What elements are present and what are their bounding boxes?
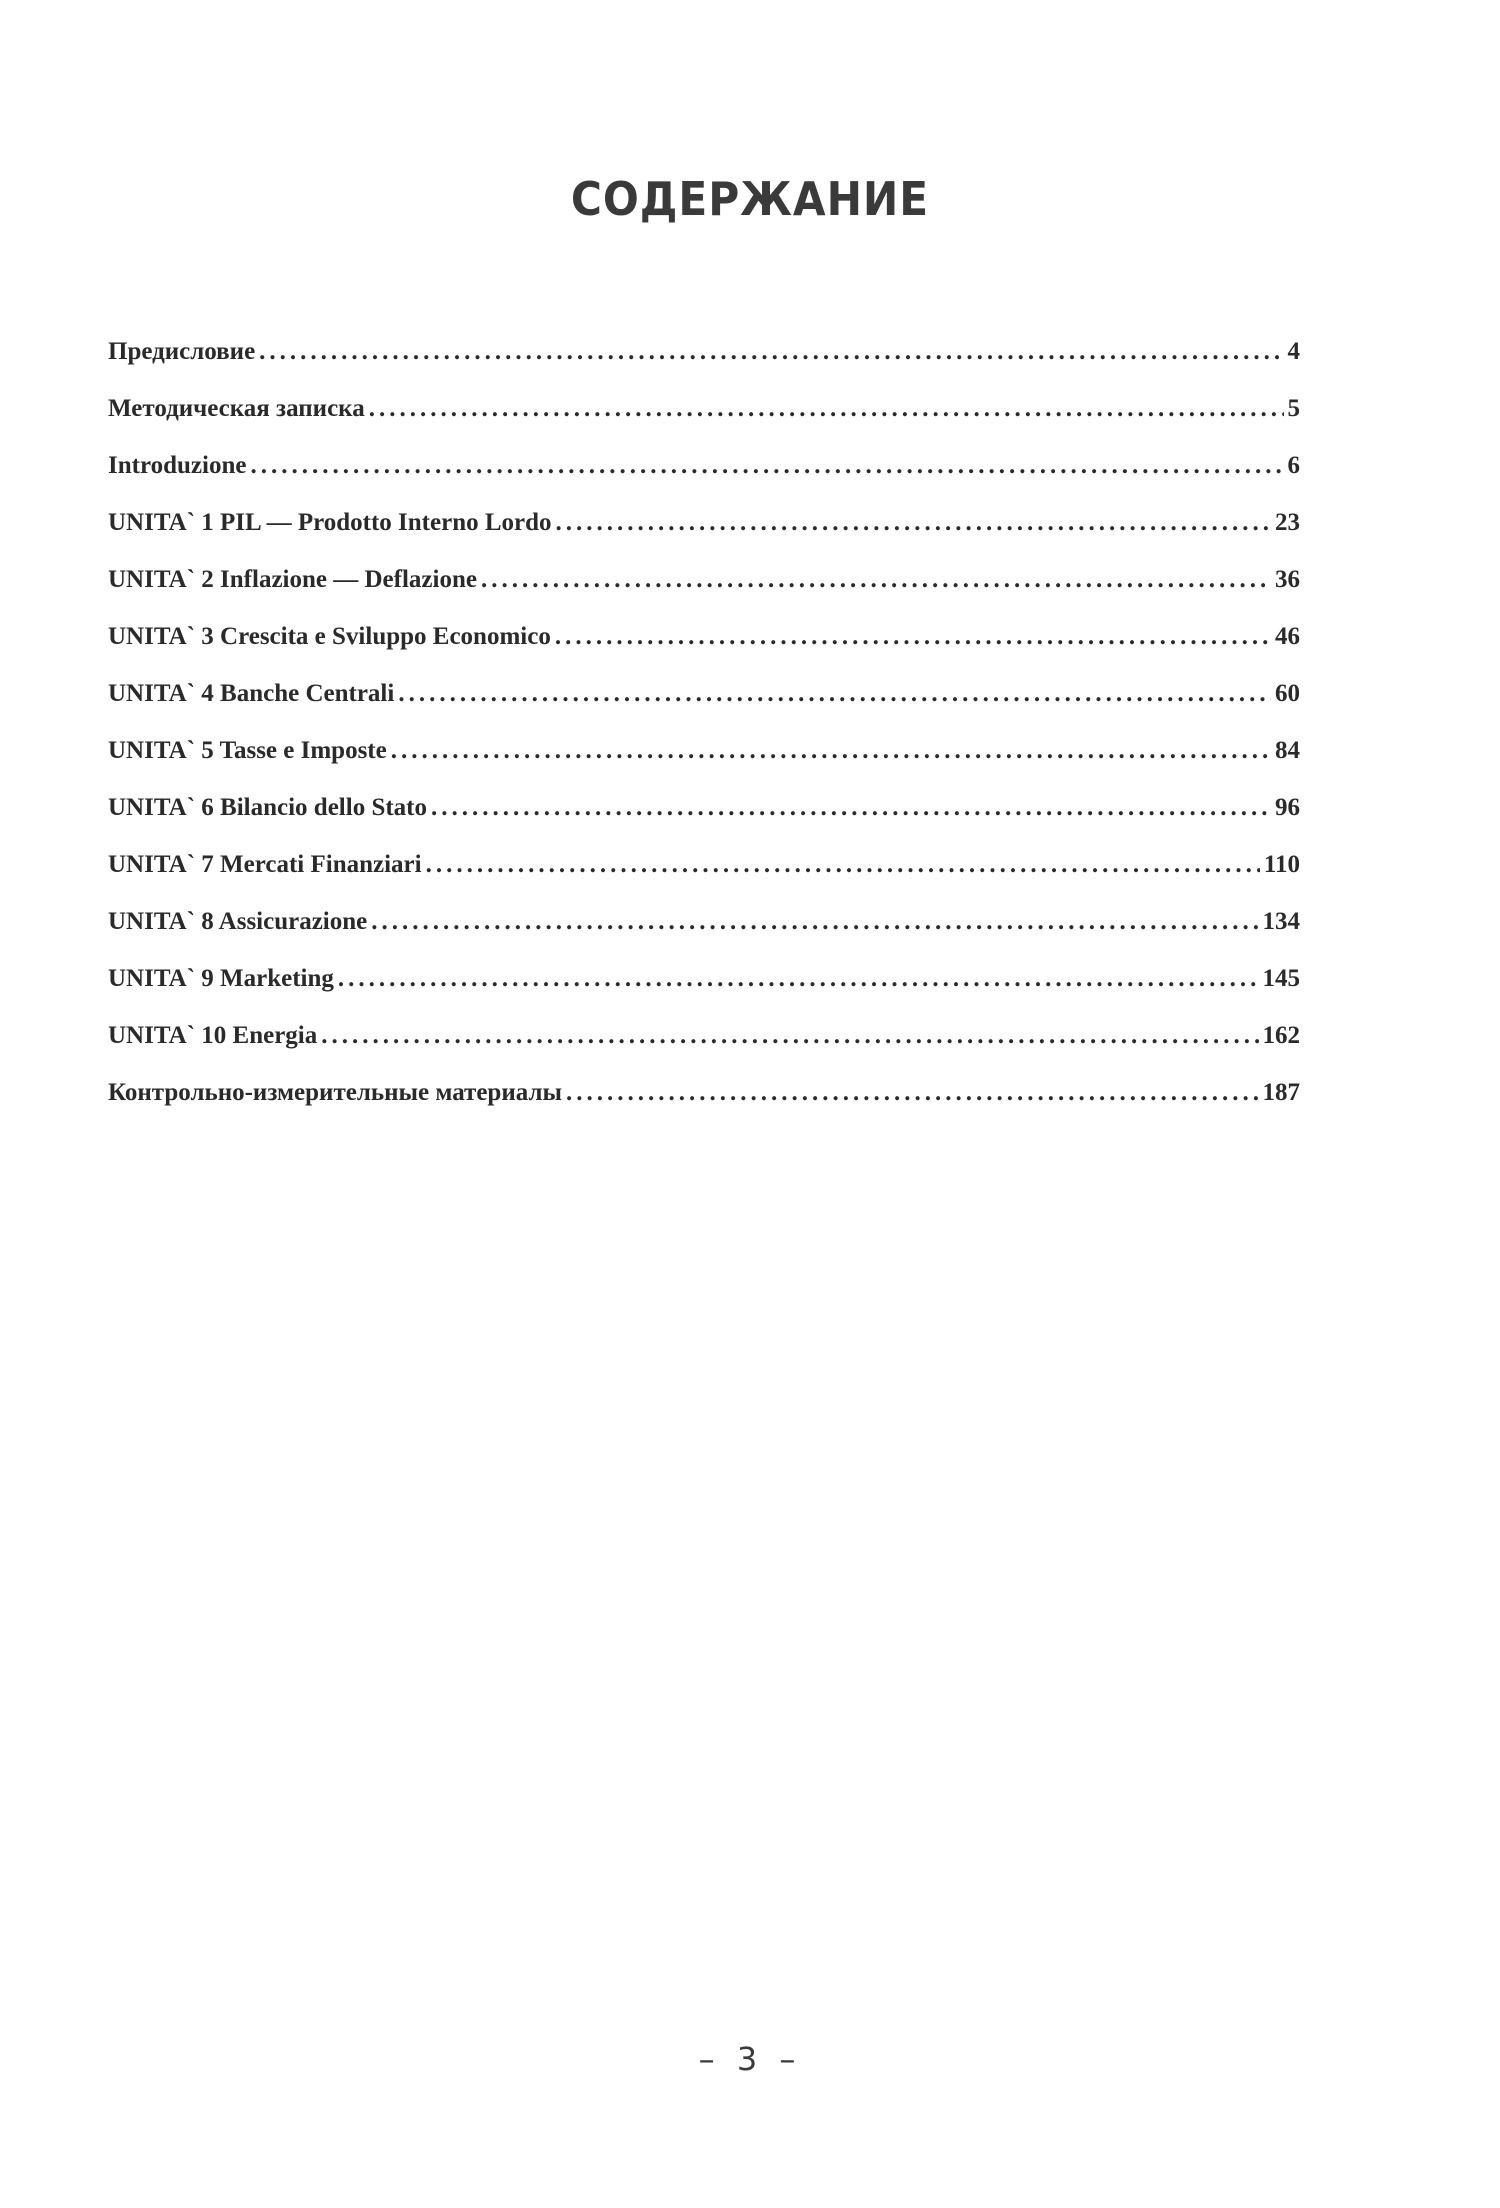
toc-entry-page: 6	[1287, 452, 1300, 479]
toc-entry-page: 23	[1275, 509, 1300, 536]
toc-entry-title: UNITA` 6 Bilancio dello Stato	[108, 794, 427, 821]
toc-entry-title: Introduzione	[108, 452, 247, 479]
table-of-contents	[108, 338, 1300, 1136]
toc-entry	[108, 395, 1300, 452]
toc-leader-dots	[556, 509, 1271, 537]
toc-entry-page: 5	[1287, 395, 1300, 422]
toc-entry-page: 4	[1287, 338, 1300, 365]
toc-entry-title: UNITA` 2 Inflazione — Deflazione	[108, 566, 477, 593]
toc-entry-page: 46	[1275, 623, 1300, 650]
toc-entry	[108, 509, 1300, 566]
toc-leader-dots	[259, 338, 1283, 366]
toc-entry	[108, 794, 1300, 851]
toc-entry-title: UNITA` 1 PIL — Prodotto Interno Lordo	[108, 509, 552, 536]
toc-entry-page: 36	[1275, 566, 1300, 593]
toc-leader-dots	[566, 1079, 1258, 1107]
toc-entry	[108, 1079, 1300, 1136]
toc-leader-dots	[250, 452, 1283, 480]
toc-entry-title: UNITA` 9 Marketing	[108, 965, 334, 992]
toc-entry-page: 60	[1275, 680, 1300, 707]
toc-leader-dots	[369, 395, 1284, 423]
toc-entry-page: 134	[1262, 908, 1300, 935]
toc-leader-dots	[371, 908, 1258, 936]
toc-entry-title: Контрольно-измерительные материалы	[108, 1079, 563, 1106]
toc-entry	[108, 452, 1300, 509]
toc-entry	[108, 566, 1300, 623]
toc-leader-dots	[481, 566, 1271, 594]
toc-entry-title: Предисловие	[108, 338, 256, 365]
toc-entry-title: UNITA` 10 Energia	[108, 1022, 318, 1049]
toc-entry	[108, 338, 1300, 395]
toc-entry-page: 84	[1275, 737, 1300, 764]
toc-entry-page: 187	[1262, 1079, 1300, 1106]
toc-entry-title: UNITA` 8 Assicurazione	[108, 908, 368, 935]
toc-entry-title: UNITA` 4 Banche Centrali	[108, 680, 395, 707]
toc-entry	[108, 851, 1300, 908]
toc-leader-dots	[426, 851, 1260, 879]
toc-entry-page: 96	[1275, 794, 1300, 821]
toc-leader-dots	[391, 737, 1271, 765]
toc-entry-page: 162	[1262, 1022, 1300, 1049]
toc-entry	[108, 1022, 1300, 1079]
toc-entry-title: UNITA` 7 Mercati Finanziari	[108, 851, 422, 878]
toc-leader-dots	[431, 794, 1271, 822]
page-number: – 3 –	[698, 2040, 802, 2078]
toc-entry-title: Методическая записка	[108, 395, 365, 422]
toc-leader-dots	[398, 680, 1271, 708]
toc-entry	[108, 737, 1300, 794]
toc-leader-dots	[338, 965, 1259, 993]
toc-entry	[108, 623, 1300, 680]
toc-entry	[108, 680, 1300, 737]
toc-leader-dots	[555, 623, 1271, 651]
toc-leader-dots	[321, 1022, 1258, 1050]
toc-entry-title: UNITA` 3 Crescita e Sviluppo Economico	[108, 623, 551, 650]
toc-entry-page: 110	[1263, 851, 1300, 878]
toc-entry	[108, 908, 1300, 965]
toc-entry-page: 145	[1262, 965, 1300, 992]
page-title: СОДЕРЖАНИЕ	[570, 172, 930, 226]
toc-entry-title: UNITA` 5 Tasse e Imposte	[108, 737, 387, 764]
toc-entry	[108, 965, 1300, 1022]
